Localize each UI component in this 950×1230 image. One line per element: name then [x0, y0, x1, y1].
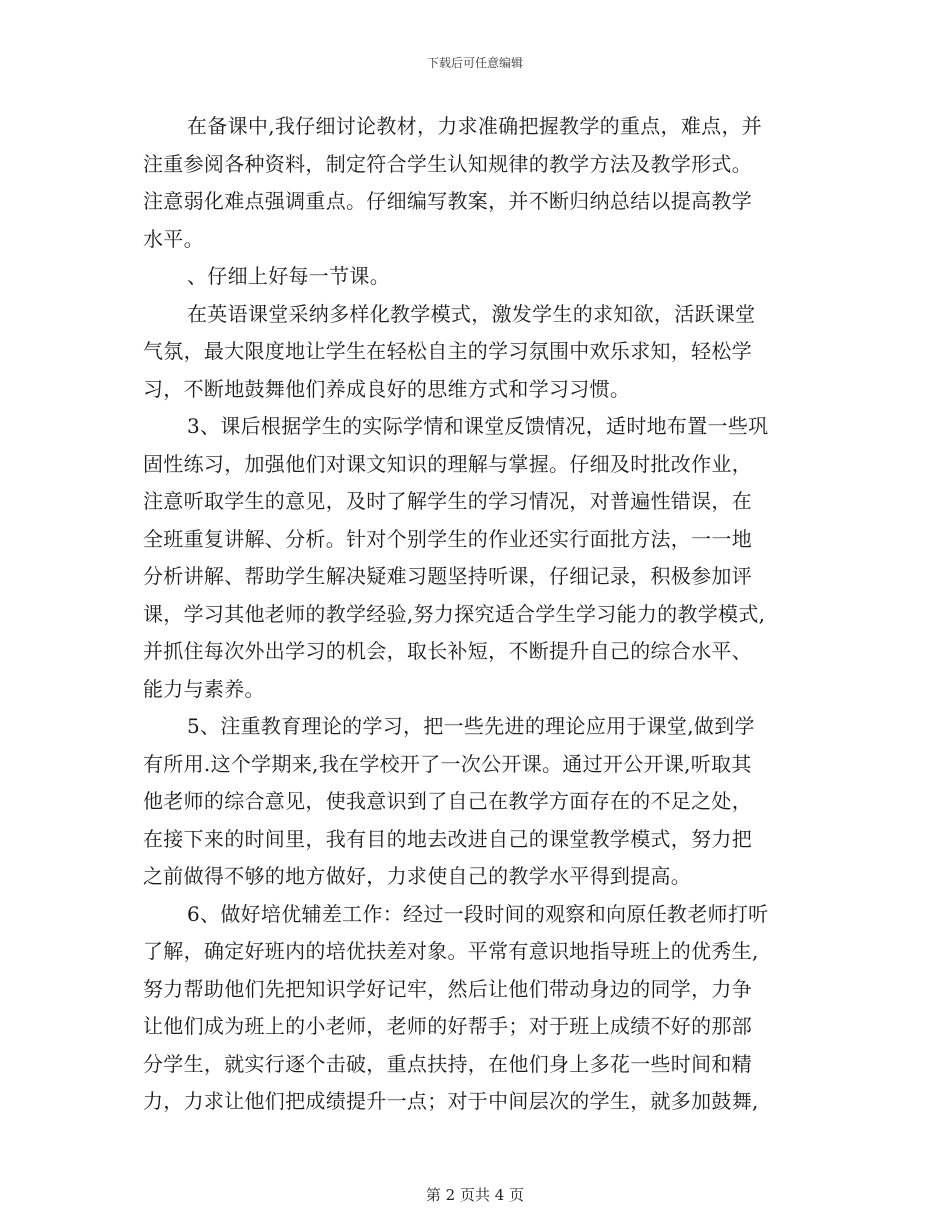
text-line: 、仔细上好每一节课。 [187, 264, 390, 288]
text-line: 他老师的综合意见，使我意识到了自己在教学方面存在的不足之处， [143, 789, 752, 813]
document-body [143, 108, 815, 1121]
page-footer: 第 2 页共 4 页 [425, 1186, 525, 1204]
text-line: 6、做好培优辅差工作：经过一段时间的观察和向原任教老师打听 [187, 901, 769, 926]
text-line: 了解，确定好班内的培优扶差对象。平常有意识地指导班上的优秀生, [143, 939, 759, 963]
text-line: 3、课后根据学生的实际学情和课堂反馈情况，适时地布置一些巩 [187, 414, 769, 438]
text-line: 气氛，最大限度地让学生在轻松自主的学习氛围中欢乐求知，轻松学 [143, 339, 752, 363]
text-line: 分析讲解、帮助学生解决疑难习题坚持听课，仔细记录，积极参加评 [143, 564, 752, 588]
text-line: 课，学习其他老师的教学经验,努力探究适合学生学习能力的教学模式, [143, 601, 766, 626]
text-line: 水平。 [143, 226, 204, 251]
text-line: 分学生，就实行逐个击破，重点扶持，在他们身上多花一些时间和精 [143, 1051, 752, 1076]
text-line: 努力帮助他们先把知识学好记牢，然后让他们带动身边的同学，力争 [143, 976, 752, 1001]
text-line: 5、注重教育理论的学习，把一些先进的理论应用于课堂,做到学 [187, 714, 755, 738]
text-line: 注意弱化难点强调重点。仔细编写教案，并不断归纳总结以提高教学 [143, 189, 752, 213]
text-line: 并抓住每次外出学习的机会，取长补短，不断提升自己的综合水平、 [143, 639, 752, 663]
text-line: 在接下来的时间里，我有目的地去改进自己的课堂教学模式，努力把 [143, 826, 752, 851]
text-line: 固性练习，加强他们对课文知识的理解与掌握。仔细及时批改作业， [143, 451, 752, 476]
text-line: 注重参阅各种资料，制定符合学生认知规律的教学方法及教学形式。 [143, 151, 752, 176]
text-line: 习，不断地鼓舞他们养成良好的思维方式和学习习惯。 [143, 376, 631, 401]
text-line: 注意听取学生的意见，及时了解学生的学习情况，对普遍性错误，在 [143, 489, 752, 513]
text-line: 在英语课堂采纳多样化教学模式，激发学生的求知欲，活跃课堂 [187, 301, 756, 326]
text-line: 有所用.这个学期来,我在学校开了一次公开课。通过开公开课,听取其 [143, 751, 752, 776]
text-line: 能力与素养。 [143, 676, 265, 701]
text-line: 力，力求让他们把成绩提升一点；对于中间层次的学生，就多加鼓舞, [143, 1089, 759, 1113]
text-line: 在备课中,我仔细讨论教材，力求准确把握教学的重点，难点，并 [187, 114, 763, 138]
text-line: 让他们成为班上的小老师，老师的好帮手；对于班上成绩不好的那部 [143, 1014, 752, 1038]
text-line: 全班重复讲解、分析。针对个别学生的作业还实行面批方法，一一地 [143, 526, 752, 551]
text-line: 之前做得不够的地方做好，力求使自己的教学水平得到提高。 [143, 864, 692, 888]
page-header: 下载后可任意编辑 [426, 56, 523, 70]
